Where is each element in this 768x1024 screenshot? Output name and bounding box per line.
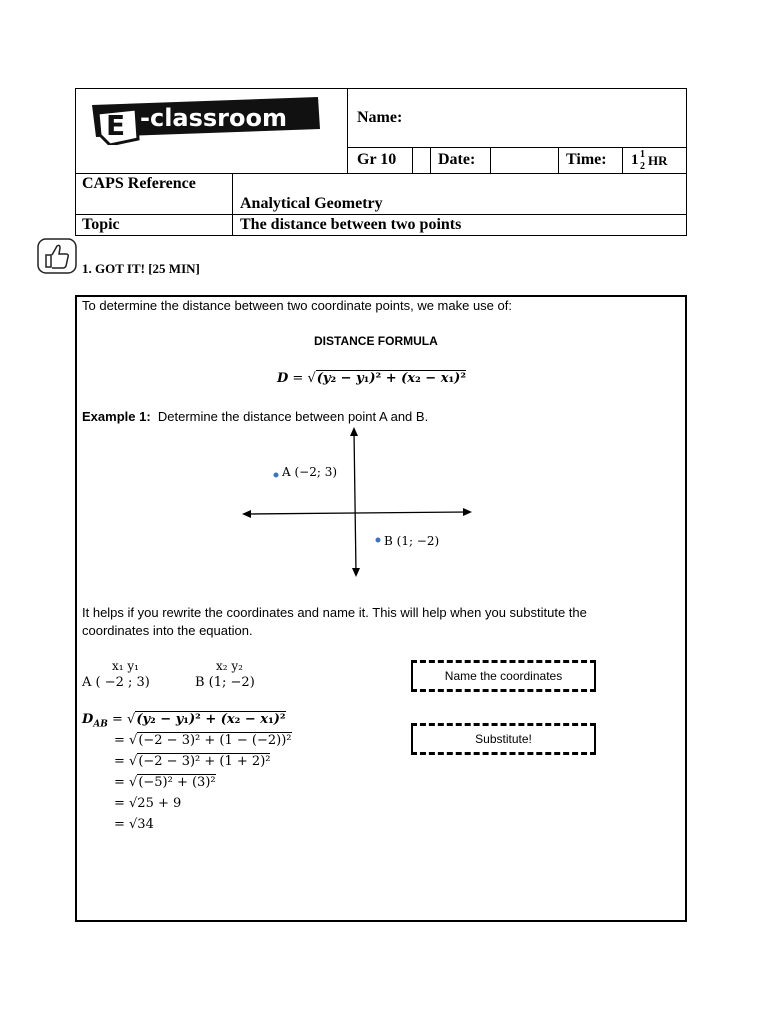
- coordinate-axes: [240, 425, 480, 580]
- logo-text: -classroom: [140, 104, 287, 132]
- helper-line-2: coordinates into the equation.: [82, 623, 253, 638]
- topic-value: The distance between two points: [240, 216, 462, 233]
- section-heading: 1. GOT IT! [25 MIN]: [82, 261, 200, 276]
- solution-step-3: = √(−2 − 3)² + (1 + 2)²: [114, 754, 271, 769]
- coord-b-labels: x₂ y₂: [216, 659, 243, 673]
- svg-text:E: E: [106, 109, 126, 142]
- helper-line-1: It helps if you rewrite the coordinates and name it. This will help when you substitute the: [82, 605, 587, 620]
- solution-step-2: = √(−2 − 3)² + (1 − (−2))²: [114, 733, 292, 748]
- example-label: Example 1:: [82, 409, 151, 424]
- time-value: 1 1 2 HR: [631, 149, 668, 172]
- formula-title: DISTANCE FORMULA: [314, 334, 438, 348]
- solution-step-4: = √(−5)² + (3)²: [114, 775, 216, 790]
- solution-step-6: = √34: [114, 817, 154, 832]
- date-label: Date:: [438, 151, 476, 168]
- table-border: [430, 147, 431, 174]
- table-border: [75, 173, 687, 174]
- table-border: [75, 235, 687, 236]
- substitute-box: Substitute!: [411, 723, 596, 755]
- table-border: [347, 88, 348, 174]
- coord-b: B (1; −2): [195, 675, 255, 690]
- table-border: [490, 147, 491, 174]
- table-border: [622, 147, 623, 174]
- coord-a: A ( −2 ; 3): [82, 675, 150, 690]
- grade-label: Gr 10: [357, 151, 397, 168]
- table-border: [75, 214, 687, 215]
- coord-a-labels: x₁ y₁: [112, 659, 139, 673]
- table-border: [75, 88, 687, 89]
- table-border: [558, 147, 559, 174]
- thumbs-up-icon: [37, 238, 77, 274]
- table-border: [232, 173, 233, 236]
- example-text: Determine the distance between point A and B.: [157, 409, 429, 424]
- caps-label: CAPS Reference: [82, 175, 196, 192]
- caps-value: Analytical Geometry: [240, 195, 383, 212]
- solution-step-1: $D_{AB} = √(y_2 - y_1)^2 + (x_2 - x_1)^2$: [82, 712, 286, 730]
- intro-text: To determine the distance between two coordinate points, we make use of:: [82, 298, 512, 313]
- name-coordinates-box: Name the coordinates: [411, 660, 596, 692]
- time-label: Time:: [566, 151, 607, 168]
- point-b-label: B (1; −2): [384, 534, 440, 548]
- name-label: Name:: [357, 109, 403, 126]
- topic-label: Topic: [82, 216, 120, 233]
- example-line: [82, 409, 428, 424]
- table-border: [412, 147, 413, 174]
- solution-step-5: = √25 + 9: [114, 796, 182, 811]
- eclassroom-logo: [88, 95, 322, 145]
- point-a-label: A (−2; 3): [282, 465, 338, 479]
- distance-formula: D = √(y₂ − y₁)² + (x₂ − x₁)²: [277, 371, 467, 386]
